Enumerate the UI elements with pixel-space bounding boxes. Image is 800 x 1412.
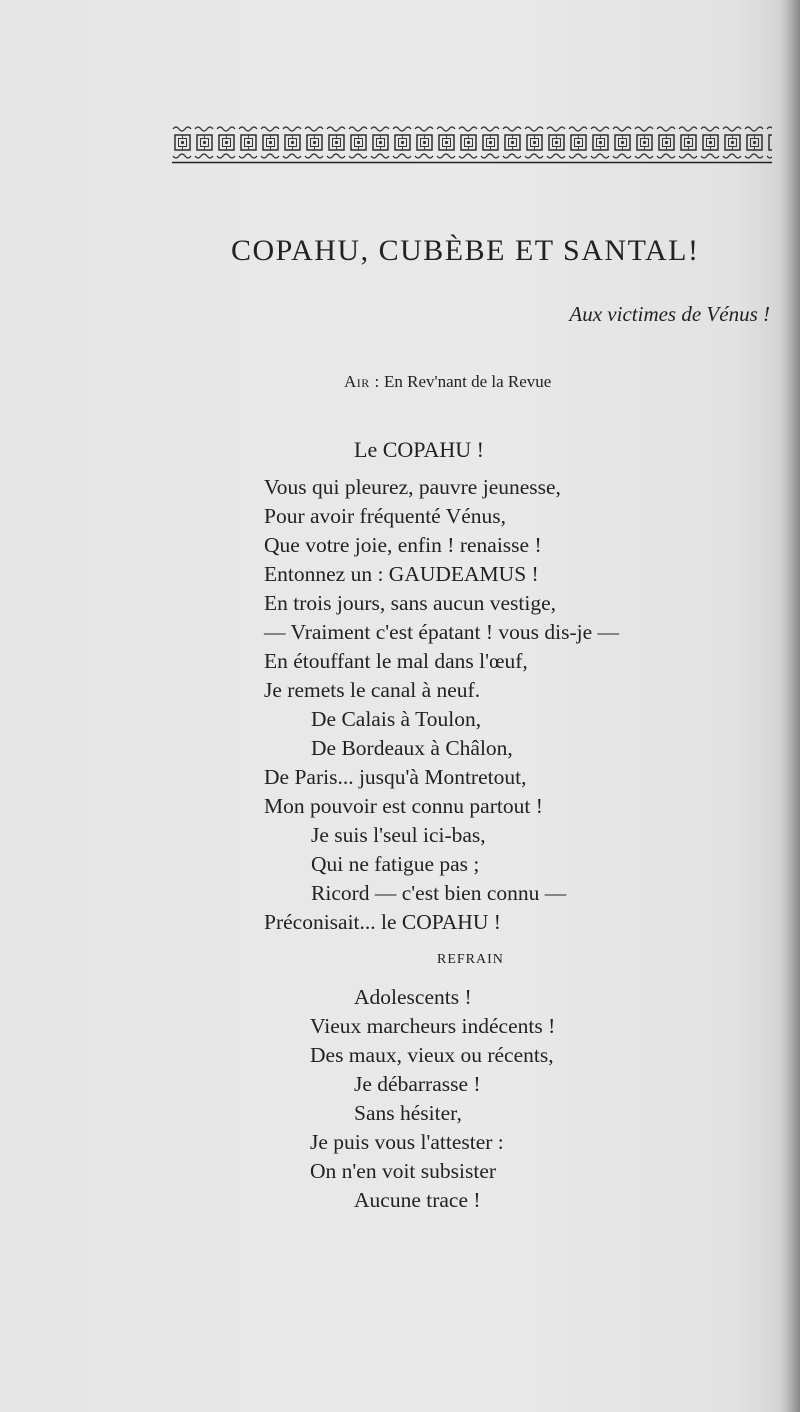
refrain-line: Aucune trace ! (354, 1188, 481, 1212)
air-label: Air : (344, 372, 380, 391)
verse-subheading: Le COPAHU ! (354, 437, 484, 462)
dedication: Aux victimes de Vénus ! (569, 302, 770, 326)
verse-line: Que votre joie, enfin ! renaisse ! (264, 533, 542, 557)
verse-line: Préconisait... le COPAHU ! (264, 910, 501, 934)
refrain-line: Des maux, vieux ou récents, (310, 1043, 554, 1067)
verse-line: Mon pouvoir est connu partout ! (264, 794, 543, 818)
refrain-heading: REFRAIN (437, 952, 504, 967)
verse-line: En étouffant le mal dans l'œuf, (264, 649, 528, 673)
verse-line: De Calais à Toulon, (311, 707, 482, 731)
verse-line: Je remets le canal à neuf. (264, 678, 481, 702)
verse-line: Ricord — c'est bien connu — (311, 881, 567, 905)
verse-line: Vous qui pleurez, pauvre jeunesse, (264, 475, 561, 499)
verse-line: De Paris... jusqu'à Montretout, (264, 765, 527, 789)
refrain-line: Je puis vous l'attester : (310, 1130, 504, 1154)
verse-line: Pour avoir fréquenté Vénus, (264, 504, 507, 528)
refrain-line: Sans hésiter, (354, 1101, 462, 1125)
air-tune: En Rev'nant de la Revue (384, 372, 552, 391)
refrain-line: Je débarrasse ! (354, 1072, 481, 1096)
page-spine-shadow (782, 0, 800, 1412)
air-line (344, 372, 551, 392)
verse-line: De Bordeaux à Châlon, (311, 736, 513, 760)
ornament-border-icon (172, 124, 772, 164)
verse-line: Je suis l'seul ici-bas, (311, 823, 486, 847)
verse-line: Qui ne fatigue pas ; (311, 852, 480, 876)
refrain-line: Vieux marcheurs indécents ! (310, 1014, 556, 1038)
verse-line: — Vraiment c'est épatant ! vous dis-je — (264, 620, 620, 644)
refrain-line: Adolescents ! (354, 985, 472, 1009)
verse-line: Entonnez un : GAUDEAMUS ! (264, 562, 539, 586)
refrain-line: On n'en voit subsister (310, 1159, 497, 1183)
verse-line: En trois jours, sans aucun vestige, (264, 591, 556, 615)
poem-title: COPAHU, CUBÈBE ET SANTAL! (231, 234, 700, 267)
